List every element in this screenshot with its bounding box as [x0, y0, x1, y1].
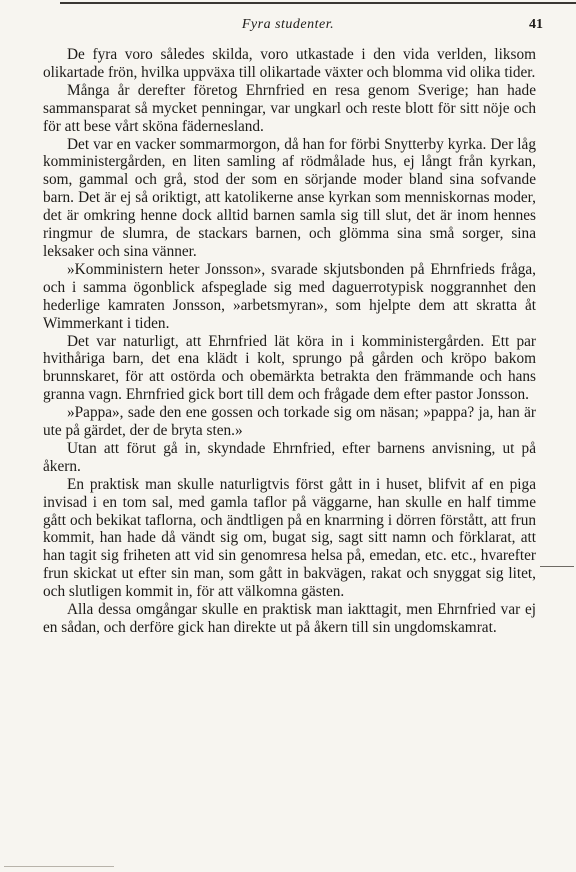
paragraph: Det var en vacker sommarmorgon, då han for förbi Snytterby kyrka. Der låg komministergården, en liten samling af rödmålade hus, ej långt från kyrkan, som, gammal och grå, stod der som en sörjande moder bland sina sofvande barn. Det är ej så oriktigt, att katolikerne anse kyrkan som menniskornas moder, det är omkring henne dock alltid barnen samla sig till slut, det är inom hennes ringmur de slumra, de stackars barnen, och glömma sina små sorger, sina leksaker och sina vänner. [43, 135, 536, 260]
paragraph: »Komministern heter Jonsson», svarade skjutsbonden på Ehrnfrieds fråga, och i samma ögonblick afspeglade sig med daguerrotypisk noggrannhet den hederlige kamraten Jonsson, »arbetsmyran», som hjelpte dem att skratta åt Wimmerkant i tiden. [43, 260, 536, 332]
paragraph: Alla dessa omgångar skulle en praktisk man iakttagit, men Ehrnfried var ej en sådan, och derföre gick han direkte ut på åkern till sin ungdomskamrat. [43, 601, 536, 636]
top-page-rule [60, 2, 576, 4]
footer-rule [4, 866, 114, 867]
page-number: 41 [529, 17, 543, 32]
paragraph: Det var naturligt, att Ehrnfried lät köra in i komministergården. Ett par hvithåriga barn, det ena klädt i kolt, sprungo på gården och kröpo bakom brunnskaret, för att ostörda och obemärkta betrakta den främmande och hans granna vagn. Ehrnfried gick bort till dem och frågade dem efter pastor Jonsson. [43, 332, 536, 404]
margin-mark [540, 566, 574, 567]
paragraph: En praktisk man skulle naturligtvis först gått in i huset, blifvit af en piga invisad i en tom sal, med gamla taflor på väggarne, han skulle en half timme gått och bekikat taflorna, och ändtligen på en knarrning i dörren förstått, att frun kommit, han hade då vändt sig om, bugat sig, sagt sitt namn och förklarat, att han tagit sig friheten att vid sin genomresa helsa på, emedan, etc. etc., hvarefter frun skickat ut efter sin man, som gått in bakvägen, rakat och snyggat sig litet, och slutligen kommit in, för att välkomna gästen. [43, 475, 536, 601]
running-title: Fyra studenter. [241, 17, 335, 32]
paragraph: De fyra voro således skilda, voro utkastade i den vida verlden, liksom olikartade frön, hvilka uppväxa till olikartade växter och blomma vid olika tider. [43, 46, 536, 81]
paragraph: »Pappa», sade den ene gossen och torkade sig om näsan; »pappa? ja, han är ute på gärdet, der de bryta sten.» [43, 404, 536, 440]
page-header [0, 17, 576, 37]
body-text [43, 46, 536, 637]
paragraph: Många år derefter företog Ehrnfried en resa genom Sverige; han hade sammansparat så mycket penningar, var ungkarl och reste blott för sitt nöje och för att bese vårt sköna fädernesland. [43, 81, 536, 135]
paragraph: Utan att förut gå in, skyndade Ehrnfried, efter barnens anvisning, ut på åkern. [43, 439, 536, 475]
